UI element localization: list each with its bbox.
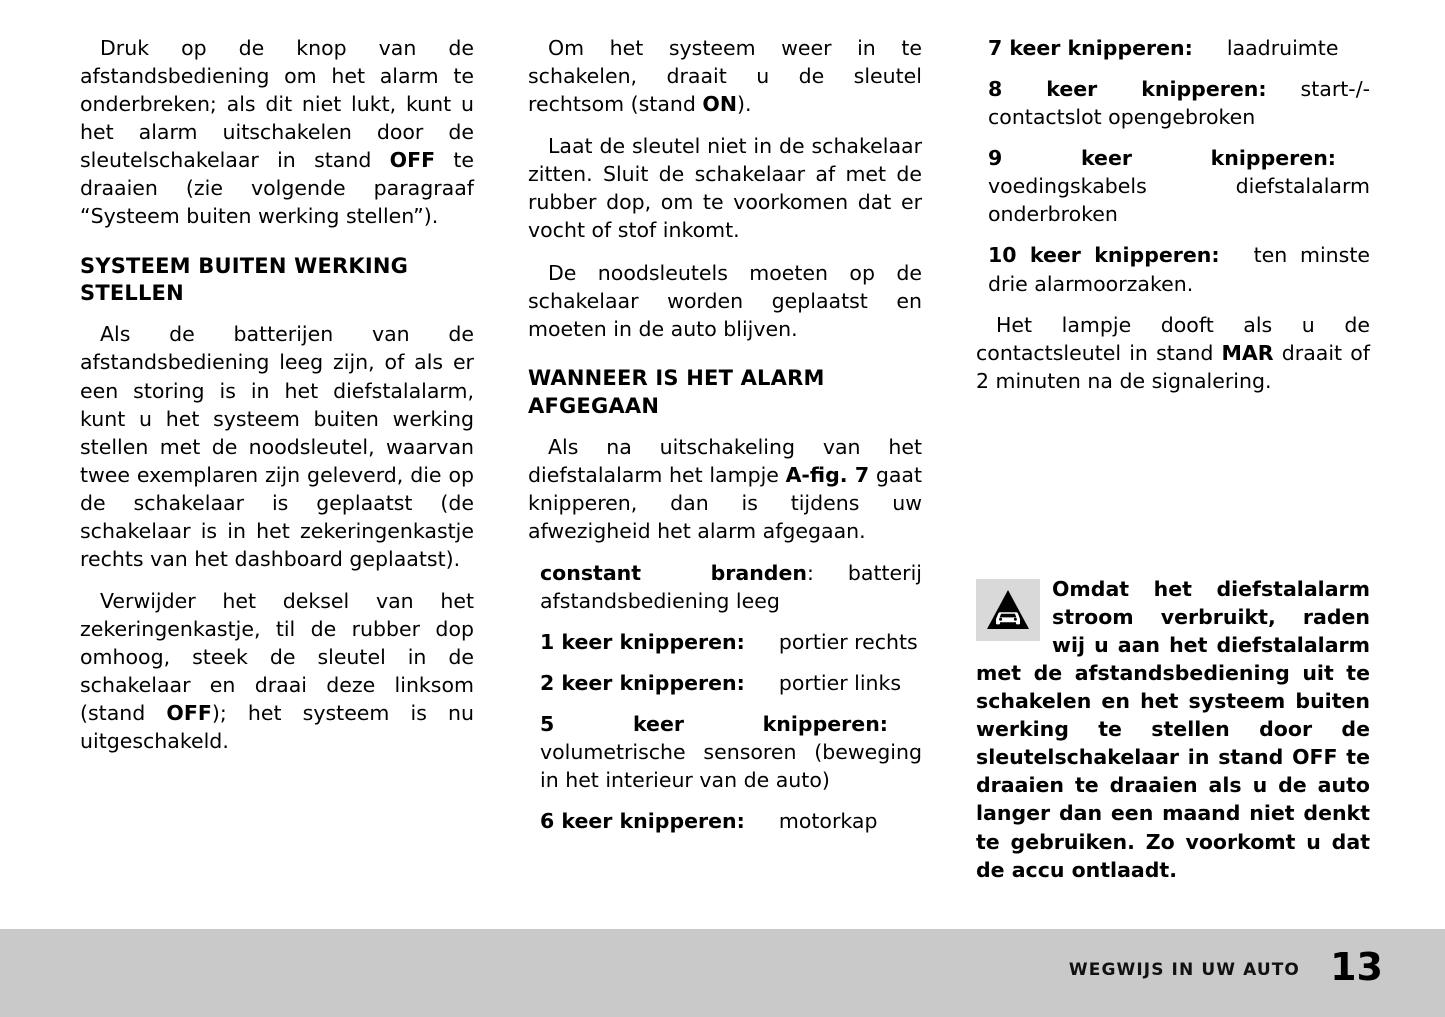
signal-value: start-/-contactslot opengebroken: [988, 77, 1370, 130]
paragraph-middle-1-end: ).: [737, 92, 752, 117]
list-item: [976, 34, 1370, 62]
heading-systeem-buiten-werking-stellen: SYSTEEM BUITEN WERKING STELLEN: [80, 253, 409, 306]
heading-wanneer-is-het-alarm-afgegaan: WANNEER IS HET ALARM AFGEGAAN: [528, 365, 825, 418]
paragraph-middle-1: [528, 34, 922, 118]
list-item: [528, 807, 922, 835]
signal-value: laadruimte: [1226, 36, 1339, 60]
signal-lead: 8 keer knipperen:: [988, 77, 1267, 102]
warning-note-text: Omdat het diefstalalarm stroom verbruikt, raden wij u aan het diefstalalarm met de afstandsbediening uit te schakelen en het systeem buiten werking te stellen door de sleutelschakelaar in stand OFF te draaien te draaien als u de auto langer dan een maand niet denkt te gebruiken. Zo voorkomt u dat de accu ontlaadt.: [976, 576, 1370, 882]
paragraph-middle-2: Laat de sleutel niet in de schakelaar zitten. Sluit de schakelaar af met de rubber dop, om te voorkomen dat er vocht of stof inkomt.: [528, 134, 922, 243]
warning-car-icon: [976, 579, 1040, 641]
list-item: [528, 710, 922, 794]
paragraph-left-3-bold: OFF: [166, 701, 212, 726]
column-right: [976, 34, 1370, 914]
list-item: [976, 241, 1370, 297]
signal-lead: 2 keer knipperen:: [540, 671, 745, 696]
list-item: [976, 75, 1370, 131]
column-left: [80, 34, 474, 914]
signal-value: portier links: [778, 671, 902, 696]
signal-value: voedingskabels diefstalalarm onderbroken: [988, 174, 1370, 227]
paragraph-middle-1-bold: ON: [702, 92, 737, 117]
paragraph-right-1: [976, 311, 1370, 395]
list-item: [528, 559, 922, 615]
paragraph-middle-1-text: Om het systeem weer in te schakelen, draait u de sleutel rechtsom (stand: [528, 36, 922, 117]
paragraph-right-1-bold: MAR: [1221, 340, 1274, 365]
signal-separator: :: [806, 560, 814, 585]
signal-lead: 10 keer knipperen:: [988, 243, 1220, 268]
list-item: [528, 628, 922, 656]
page-columns: [80, 34, 1370, 914]
signal-value: motorkap: [778, 809, 878, 834]
footer-section-label: WEGWIJS IN UW AUTO: [1068, 960, 1300, 980]
signal-lead: 9 keer knipperen:: [988, 146, 1336, 171]
paragraph-right-1-end: draait of 2 minuten na de signalering.: [976, 340, 1370, 393]
paragraph-left-1-text: Druk op de knop van de afstandsbediening om het alarm te onderbreken; als dit niet lukt, kunt u het alarm uitschakelen door de sleutelschakelaar in stand: [80, 36, 474, 173]
list-item: [976, 144, 1370, 228]
paragraph-left-3-text: Verwijder het deksel van het zekeringenkastje, til de rubber dop omhoog, steek de sleutel in de schakelaar en draai deze linksom (stand: [80, 589, 474, 726]
signal-value: portier rechts: [778, 630, 918, 655]
signal-value: ten minste drie alarmoorzaken.: [988, 243, 1370, 296]
paragraph-middle-4-end: gaat knipperen, dan is tijdens uw afwezigheid het alarm afgegaan.: [528, 462, 922, 543]
signal-value: batterij afstandsbediening leeg: [540, 560, 922, 614]
paragraph-left-1: [80, 34, 474, 231]
warning-note: [976, 575, 1370, 884]
paragraph-left-2: Als de batterijen van de afstandsbediening leeg zijn, of als er een storing is in het diefstalalarm, kunt u het systeem buiten werking stellen met de noodsleutel, waarvan twee exemplaren zijn geleverd, die op de schakelaar is geplaatst (de schakelaar is in het zekeringenkastje rechts van het dashboard geplaatst).: [80, 322, 474, 572]
paragraph-right-1-text: Het lampje dooft als u de contactsleutel in stand: [976, 312, 1370, 365]
list-item: [528, 669, 922, 697]
paragraph-middle-4-text: Als na uitschakeling van het diefstalalarm het lampje: [528, 434, 922, 487]
paragraph-left-1-end: te draaien (zie volgende paragraaf “Systeem buiten werking stellen”).: [80, 148, 475, 229]
signal-lead: constant branden: [540, 560, 807, 585]
signal-lead: 5 keer knipperen:: [540, 712, 888, 737]
signal-lead: 1 keer knipperen:: [540, 630, 745, 655]
paragraph-left-3: [80, 587, 474, 755]
paragraph-middle-4: [528, 433, 922, 545]
signal-value: volumetrische sensoren (beweging in het interieur van de auto): [540, 740, 922, 793]
paragraph-middle-3: De noodsleutels moeten op de schakelaar worden geplaatst en moeten in de auto blijven.: [528, 260, 922, 341]
page-number: 13: [1330, 945, 1383, 989]
paragraph-left-3-end: ); het systeem is nu uitgeschakeld.: [80, 701, 474, 754]
paragraph-left-1-bold: OFF: [389, 148, 436, 173]
signal-lead: 6 keer knipperen:: [540, 809, 745, 834]
column-middle: [528, 34, 922, 914]
page-footer: [0, 929, 1445, 1017]
figure-reference-a-fig-7: A-fig. 7: [785, 462, 870, 487]
signal-lead: 7 keer knipperen:: [988, 36, 1193, 60]
